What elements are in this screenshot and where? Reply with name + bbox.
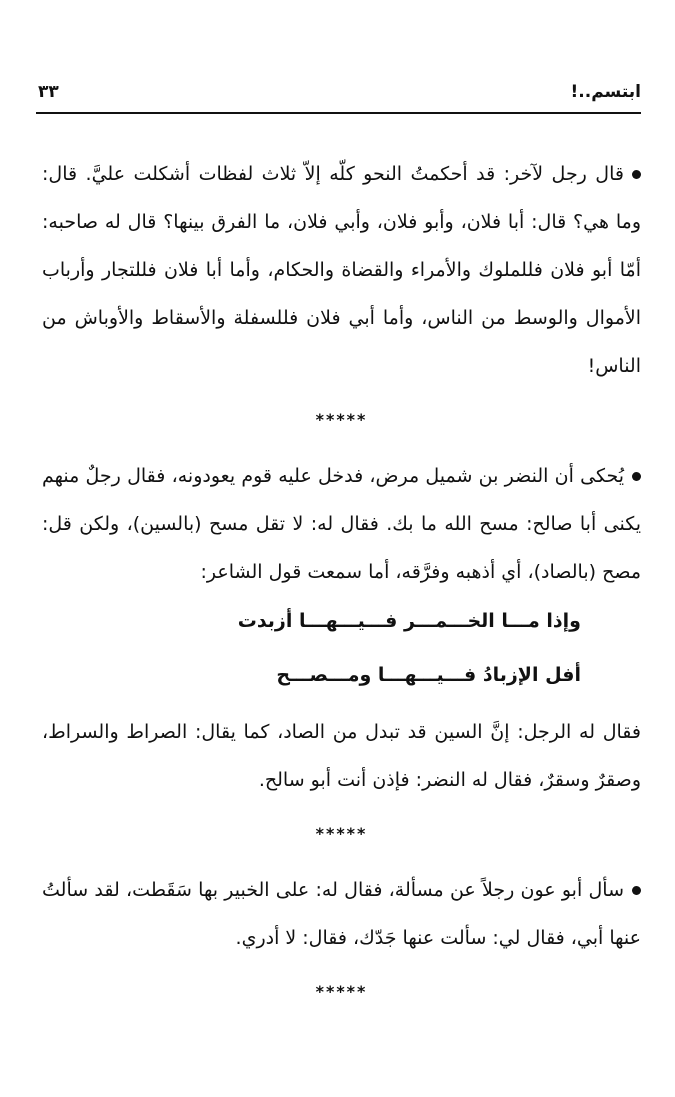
bullet-icon — [632, 472, 641, 481]
anecdote-paragraph: فقال له الرجل: إنَّ السين قد تبدل من الصاد، كما يقال: الصراط والسراط، وصقرٌ وسقرٌ، فقال له النضر: فإذن أنت أبو سالح. — [42, 721, 641, 791]
section-separator: ***** — [315, 410, 368, 429]
bullet-icon — [632, 886, 641, 895]
anecdote-paragraph — [42, 452, 641, 596]
anecdote-text: سأل أبو عون رجلاً عن مسألة، فقال له: على الخبير بها سَقَطت، لقد سألتُ عنها أبي، فقال لي: سألت عنها جَدّك، فقال: لا أدري. — [42, 879, 641, 949]
header-rule — [36, 112, 641, 114]
anecdote-text: قال رجل لآخر: قد أحكمتُ النحو كلّه إلاّ ثلاث لفظات أشكلت عليَّ. قال: وما هي؟ قال: أبا فلان، وأبو فلان، وأبي فلان، ما الفرق بينها؟ قال له صاحبه: أمّا أبو فلان فللملوك والأمراء والقضاة والحكام، وأما أبا فلان فللتجار وأرباب الأموال والوسط من الناس، وأما أبي فلان فللسفلة والأسقاط والأوباش من الناس! — [42, 163, 641, 377]
poem-verse-second: أفل الإزبادُ فـــيـــهـــا ومـــصـــح — [276, 664, 581, 686]
page-body — [42, 150, 641, 1024]
bullet-icon — [632, 170, 641, 179]
section-separator: ***** — [315, 982, 368, 1001]
page-header — [36, 76, 641, 112]
running-title: ابتسم..! — [570, 82, 641, 102]
section-separator: ***** — [315, 824, 368, 843]
anecdote-paragraph — [42, 866, 641, 962]
poem-verse-first: وإذا مـــا الخـــمـــر فـــيـــهـــا أزبدت — [237, 610, 581, 632]
anecdote-text: يُحكى أن النضر بن شميل مرض، فدخل عليه قوم يعودونه، فقال رجلٌ منهم يكنى أبا صالح: مسح الله ما بك. فقال له: لا تقل مسح (بالسين)، ولكن قل: مصح (بالصاد)، أي أذهبه وفرَّقه، أما سمعت قول الشاعر: — [42, 465, 641, 583]
anecdote-paragraph — [42, 150, 641, 390]
page-number: ٣٣ — [38, 82, 59, 102]
